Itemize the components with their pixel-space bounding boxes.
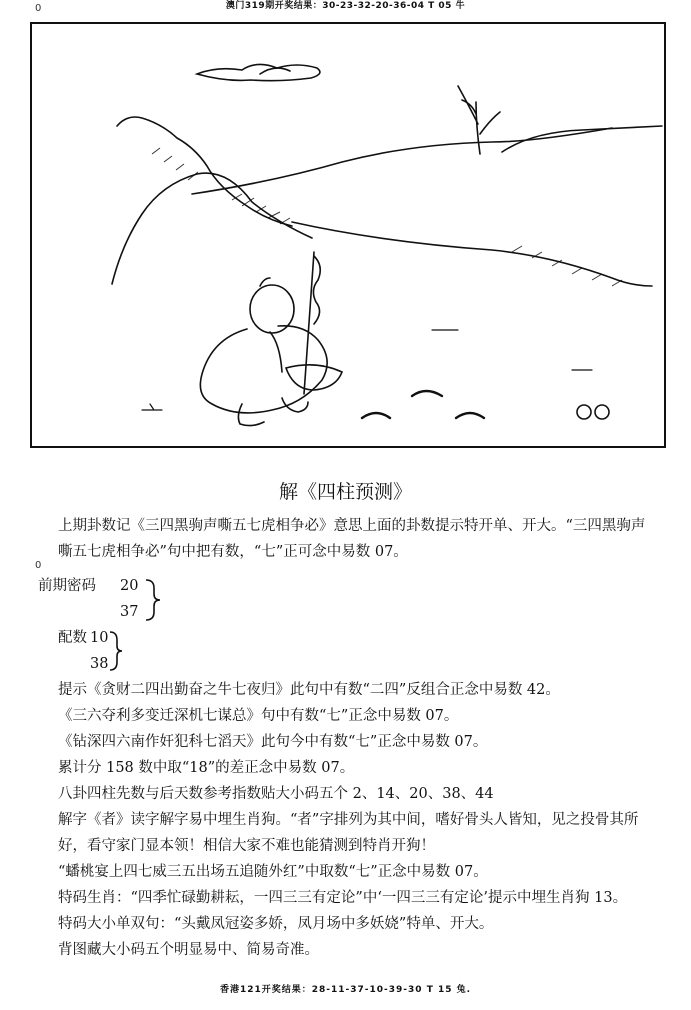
- prev-code-label: 前期密码: [38, 578, 96, 594]
- pair-value: 38: [90, 656, 109, 672]
- brace-prev-code: [142, 578, 162, 622]
- corner-mark-top: 0: [35, 3, 42, 14]
- pair-value: 10: [90, 630, 109, 646]
- illustration-panel: [30, 22, 666, 448]
- paragraph-line: 背图藏大小码五个明显易中、简易奇准。: [58, 942, 319, 958]
- paragraph-line: “蟠桃宴上四七威三五出场五追随外红”中取数“七”正念中易数 07。: [58, 864, 488, 880]
- paragraph-line: 累计分 158 数中取“18”的差正念中易数 07。: [58, 760, 355, 776]
- paragraph-line: 特码大小单双句：“头戴凤冠姿多娇，凤月场中多妖娆”特单、开大。: [58, 916, 494, 932]
- prev-code-value: 37: [120, 604, 139, 620]
- prev-code-value: 20: [120, 578, 139, 594]
- paragraph-line: 嘶五七虎相争必”句中把有数，“七”正可念中易数 07。: [58, 544, 408, 560]
- paragraph-line: 提示《贪财二四出勤奋之牛七夜归》此句中有数“二四”反组合正念中易数 42。: [58, 682, 560, 698]
- corner-mark-mid: 0: [35, 560, 42, 571]
- paragraph-line: 好，看守家门显本领！相信大家不难也能猜测到特肖开狗！: [58, 838, 435, 854]
- paragraph-line: 解字《者》读字解字易中埋生肖狗。“者”字排列为其中间，嗜好骨头人皆知，见之投骨其所: [58, 812, 639, 828]
- brace-pair: [106, 630, 124, 672]
- paragraph-line: 《钻深四六南作奸犯科七滔天》此句今中有数“七”正念中易数 07。: [58, 734, 488, 750]
- illustration-drawing: [32, 24, 664, 446]
- paragraph-line: 《三六夺利多变迁深机七谋总》句中有数“七”正念中易数 07。: [58, 708, 459, 724]
- solution-title: 解《四柱预测》: [278, 481, 412, 503]
- hongkong-result-footer: 香港121开奖结果：28-11-37-10-39-30 T 15 兔.: [219, 985, 472, 995]
- paragraph-line: 上期卦数记《三四黑驹声嘶五七虎相争必》意思上面的卦数提示特开单、开大。“三四黑驹声: [58, 518, 646, 534]
- paragraph-line: 八卦四柱先数与后天数参考指数贴大小码五个 2、14、20、38、44: [58, 786, 494, 802]
- pair-label: 配数: [58, 630, 87, 646]
- paragraph-line: 特码生肖：“四季忙碌勤耕耘，一四三三有定论”中‘一四三三有定论’提示中埋生肖狗 13。: [58, 890, 628, 906]
- macau-result-header: 澳门319期开奖结果：30-23-32-20-36-04 T 05 牛: [225, 1, 466, 11]
